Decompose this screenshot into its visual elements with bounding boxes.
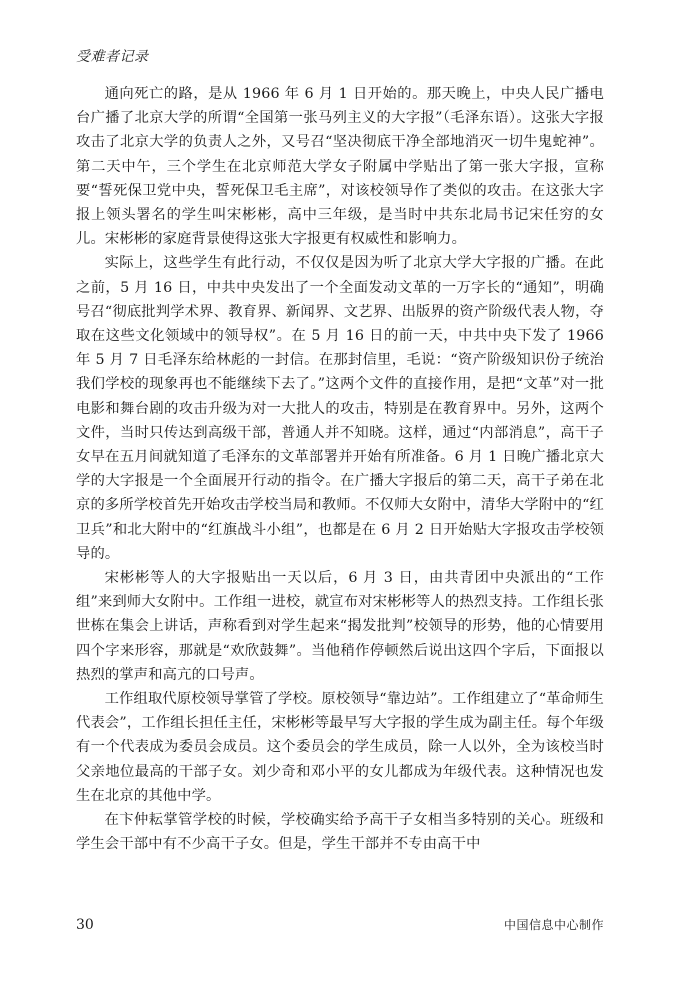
paragraph: 宋彬彬等人的大字报贴出一天以后，6 月 3 日，由共青团中央派出的“工作组”来到师大女附中。工作组一进校，就宣布对宋彬彬等人的热烈支持。工作组长张世栋在集会上讲话，声称看到对学生起来“揭发批判”校领导的形势，他的心情要用四个字来形容，那就是“欢欣鼓舞”。当他稍作停顿然后说出这四个字后，下面报以热烈的掌声和高亢的口号声。	[76, 570, 604, 683]
paragraph: 实际上，这些学生有此行动，不仅仅是因为听了北京大学大字报的广播。在此之前，5 月 16 日，中共中央发出了一个全面发动文革的一万字长的“通知”，明确号召“彻底批判学术界、教育界、新闻界、文艺界、出版界的资产阶级代表人物，夺取在这些文化领域中的领导权”。在 5 月 16 日的前一天，中共中央下发了 1966 年 5 月 7 日毛泽东给林彪的一封信。在那封信里，毛说：“资产阶级知识份子统治我们学校的现象再也不能继续下去了。”这两个文件的直接作用，是把“文革”对一批电影和舞台剧的攻击升级为对一大批人的攻击，特别是在教育界中。另外，这两个文件，当时只传达到高级干部，普通人并不知晓。这样，通过“内部消息”，高干子女早在五月间就知道了毛泽东的文革部署并开始有所准备。6 月 1 日晚广播北京大学的大字报是一个全面展开行动的指令。在广播大字报后的第二天，高干子弟在北京的多所学校首先开始攻击学校当局和教师。不仅师大女附中，清华大学附中的“红卫兵”和北大附中的“红旗战斗小组”，也都是在 6 月 2 日开始贴大字报攻击学校领导的。	[76, 255, 604, 562]
paragraph: 工作组取代原校领导掌管了学校。原校领导“靠边站”。工作组建立了“革命师生代表会”，工作组长担任主任，宋彬彬等最早写大字报的学生成为副主任。每个年级有一个代表成为委员会成员。这个委员会的学生成员，除一人以外，全为该校当时父亲地位最高的干部子女。刘少奇和邓小平的女儿都成为年级代表。这种情况也发生在北京的其他中学。	[76, 691, 604, 804]
page-number: 30	[76, 917, 94, 933]
page-footer	[76, 916, 604, 933]
paragraph: 在卞仲耘掌管学校的时候，学校确实给予高干子女相当多特别的关心。班级和学生会干部中有不少高干子女。但是，学生干部并不专由高干中	[76, 812, 604, 853]
footer-credit: 中国信息中心制作	[503, 918, 604, 932]
paragraph: 通向死亡的路，是从 1966 年 6 月 1 日开始的。那天晚上，中央人民广播电台广播了北京大学的所谓“全国第一张马列主义的大字报”（毛泽东语）。这张大字报攻击了北京大学的负责人之外，又号召“坚决彻底干净全部地消灭一切牛鬼蛇神”。第二天中午，三个学生在北京师范大学女子附属中学贴出了第一张大字报，宣称要“誓死保卫党中央，誓死保卫毛主席”，对该校领导作了类似的攻击。在这张大字报上领头署名的学生叫宋彬彬，高中三年级，是当时中共东北局书记宋任穷的女儿。宋彬彬的家庭背景使得这张大字报更有权威性和影响力。	[76, 86, 604, 248]
body-text	[76, 82, 604, 857]
running-header: 受难者记录	[76, 49, 149, 65]
